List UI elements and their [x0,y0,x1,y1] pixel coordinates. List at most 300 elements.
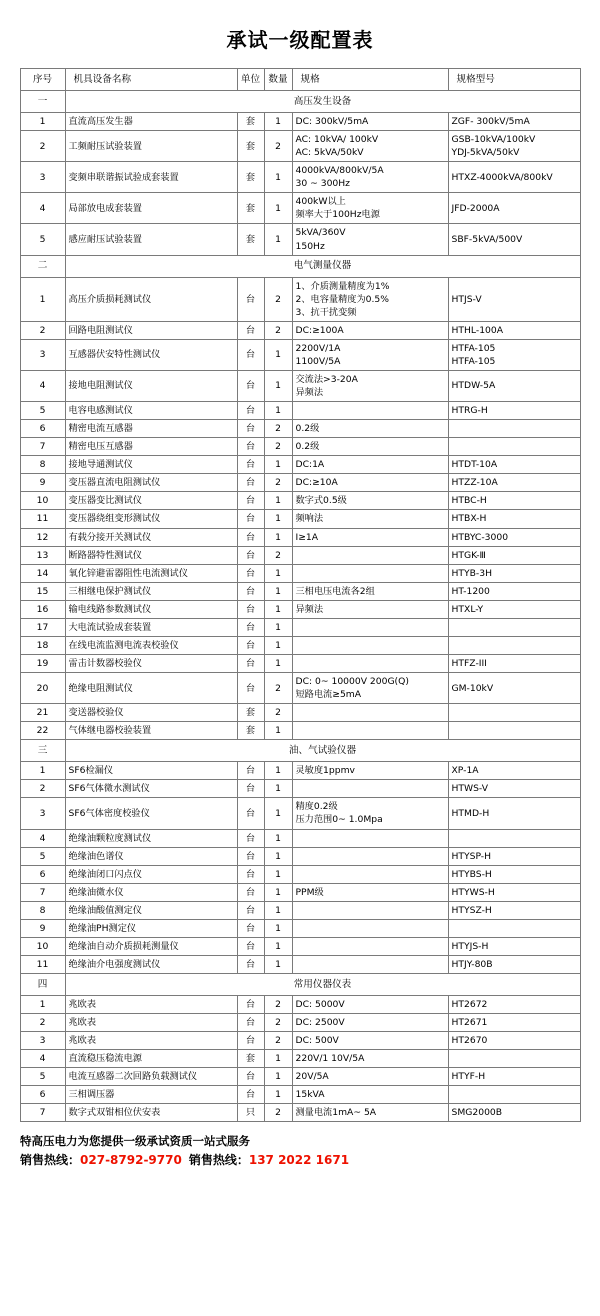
cell-no: 16 [20,600,65,618]
cell-model-lines: HTGK-Ⅲ [451,549,486,561]
cell-qty: 1 [264,402,292,420]
cell-qty: 1 [264,1086,292,1104]
cell-model [448,438,580,456]
cell-qty: 2 [264,704,292,722]
cell-spec-lines: 精度0.2级 压力范围0~ 1.0Mpa [295,801,383,826]
cell-spec [292,654,448,672]
cell-spec [292,780,448,798]
table-row [20,510,580,528]
table-row [20,339,580,370]
table-row [20,955,580,973]
cell-no: 5 [20,847,65,865]
cell-spec [292,113,448,131]
section-number: 二 [20,255,65,277]
table-row [20,420,580,438]
cell-no: 3 [20,798,65,829]
cell-qty: 2 [264,546,292,564]
cell-spec [292,722,448,740]
section-header-row [20,91,580,113]
cell-spec [292,528,448,546]
cell-spec-lines: 20V/5A [295,1071,329,1083]
cell-spec-lines: 15kVA [295,1089,325,1101]
cell-name: 变压器直流电阻测试仪 [65,474,237,492]
cell-model [448,883,580,901]
column-header-0: 序号 [20,69,65,91]
cell-qty: 1 [264,528,292,546]
cell-name: 有载分接开关测试仪 [65,528,237,546]
cell-model [448,618,580,636]
cell-unit: 台 [237,438,264,456]
cell-model [448,919,580,937]
cell-model-lines: HTFA-105 HTFA-105 [451,342,496,367]
cell-spec-lines: 400kW以上 频率大于100Hz电源 [295,196,380,221]
cell-unit: 台 [237,865,264,883]
cell-name: 绝缘油酸值测定仪 [65,901,237,919]
cell-name: 数字式双钳相位伏安表 [65,1104,237,1122]
section-number: 一 [20,91,65,113]
cell-name: 氧化锌避雷器阻性电流测试仪 [65,564,237,582]
table-row [20,762,580,780]
cell-no: 2 [20,1014,65,1032]
cell-unit: 只 [237,1104,264,1122]
cell-no: 10 [20,937,65,955]
cell-unit: 台 [237,636,264,654]
cell-model [448,339,580,370]
cell-spec-lines: DC:1A [295,459,325,471]
cell-unit: 台 [237,798,264,829]
cell-spec [292,420,448,438]
cell-unit: 台 [237,582,264,600]
cell-unit: 台 [237,618,264,636]
cell-name: 局部放电成套装置 [65,193,237,224]
cell-no: 1 [20,277,65,321]
cell-model-lines: SMG2000B [451,1107,503,1119]
cell-model-lines: HT2672 [451,999,488,1010]
cell-model-lines: HTYB-3H [451,567,493,579]
section-title: 常用仪器仪表 [65,974,580,996]
cell-no: 20 [20,673,65,704]
table-row [20,277,580,321]
cell-no: 9 [20,919,65,937]
cell-model-lines: HT2670 [451,1035,488,1047]
cell-qty: 2 [264,1032,292,1050]
cell-spec [292,1032,448,1050]
cell-name: SF6气体微水测试仪 [65,780,237,798]
table-row [20,829,580,847]
cell-model-lines: HTYSZ-H [451,904,492,916]
cell-model [448,780,580,798]
cell-model-lines: XP-1A [451,765,479,777]
cell-unit: 台 [237,883,264,901]
table-row [20,1068,580,1086]
cell-unit: 台 [237,370,264,401]
cell-model [448,1086,580,1104]
cell-spec [292,492,448,510]
cell-qty: 1 [264,113,292,131]
cell-model-lines: HTDW-5A [451,380,496,392]
cell-model [448,955,580,973]
cell-model [448,901,580,919]
cell-no: 2 [20,780,65,798]
cell-spec [292,865,448,883]
table-row [20,492,580,510]
cell-qty: 1 [264,919,292,937]
cell-spec [292,1068,448,1086]
cell-model-lines: HT-1200 [451,585,490,597]
cell-unit: 台 [237,492,264,510]
cell-qty: 2 [264,420,292,438]
cell-unit: 套 [237,131,264,162]
hotline-label-2: 销售热线： [188,1153,249,1168]
cell-spec-lines: DC: 2500V [295,1017,345,1029]
section-title: 高压发生设备 [65,91,580,113]
cell-unit: 台 [237,901,264,919]
cell-qty: 2 [264,474,292,492]
footer-hotlines [20,1151,580,1171]
cell-name: 绝缘油介电强度测试仪 [65,955,237,973]
cell-spec [292,600,448,618]
cell-model [448,510,580,528]
cell-qty: 1 [264,937,292,955]
cell-unit: 台 [237,277,264,321]
table-row [20,636,580,654]
cell-model-lines: HTYWS-H [451,886,495,898]
table-row [20,996,580,1014]
cell-model-lines: JFD-2000A [451,202,500,214]
cell-spec [292,564,448,582]
cell-unit: 台 [237,919,264,937]
cell-model [448,546,580,564]
cell-model-lines: HTYBS-H [451,868,492,880]
cell-model-lines: HT2671 [451,1017,488,1029]
cell-model-lines: HTZZ-10A [451,477,498,489]
cell-no: 18 [20,636,65,654]
cell-name: 绝缘油颗粒度测试仪 [65,829,237,847]
cell-spec-lines: DC: 500V [295,1035,339,1047]
cell-name: 变压器绕组变形测试仪 [65,510,237,528]
cell-no: 3 [20,1032,65,1050]
cell-qty: 2 [264,673,292,704]
cell-model [448,847,580,865]
cell-qty: 1 [264,600,292,618]
cell-name: 兆欧表 [65,1032,237,1050]
cell-spec-lines: 0.2级 [295,441,320,453]
section-number: 四 [20,974,65,996]
cell-model [448,704,580,722]
cell-no: 15 [20,582,65,600]
cell-no: 11 [20,510,65,528]
cell-name: 电流互感器二次回路负载测试仪 [65,1068,237,1086]
cell-spec [292,1104,448,1122]
cell-model [448,937,580,955]
cell-spec [292,996,448,1014]
cell-model [448,474,580,492]
cell-name: 高压介质损耗测试仪 [65,277,237,321]
cell-qty: 1 [264,582,292,600]
table-row [20,1104,580,1122]
cell-name: 回路电阻测试仪 [65,321,237,339]
cell-spec-lines: I≥1A [295,531,319,543]
cell-spec [292,321,448,339]
table-row [20,193,580,224]
cell-qty: 2 [264,438,292,456]
cell-model [448,193,580,224]
cell-spec-lines: 灵敏度1ppmv [295,765,355,777]
table-row [20,224,580,255]
cell-model [448,582,580,600]
cell-spec [292,673,448,704]
table-row [20,564,580,582]
cell-spec [292,402,448,420]
cell-no: 5 [20,402,65,420]
cell-qty: 1 [264,370,292,401]
table-row [20,546,580,564]
table-row [20,528,580,546]
table-row [20,654,580,672]
cell-spec [292,510,448,528]
cell-name: 三相继电保护测试仪 [65,582,237,600]
cell-no: 14 [20,564,65,582]
cell-qty: 1 [264,162,292,193]
cell-qty: 2 [264,1014,292,1032]
cell-spec [292,438,448,456]
cell-no: 4 [20,1050,65,1068]
cell-spec-lines: DC:≥10A [295,477,338,489]
cell-no: 2 [20,321,65,339]
cell-spec-lines: 测量电流1mA~ 5A [295,1107,377,1119]
cell-name: 电容电感测试仪 [65,402,237,420]
cell-model [448,277,580,321]
cell-model-lines: HTMD-H [451,807,490,819]
cell-unit: 台 [237,564,264,582]
cell-unit: 台 [237,321,264,339]
cell-no: 7 [20,1104,65,1122]
table-row [20,600,580,618]
cell-qty: 1 [264,829,292,847]
page-title: 承试一级配置表 [226,28,374,52]
cell-spec [292,937,448,955]
cell-model [448,492,580,510]
configuration-table [20,68,581,1122]
cell-no: 11 [20,955,65,973]
table-row [20,438,580,456]
cell-spec-lines: DC: 300kV/5mA [295,116,369,127]
table-row [20,162,580,193]
table-row [20,798,580,829]
cell-no: 5 [20,1068,65,1086]
cell-model [448,1068,580,1086]
footer [20,1132,580,1171]
cell-unit: 台 [237,937,264,955]
cell-spec [292,193,448,224]
cell-qty: 1 [264,722,292,740]
cell-unit: 台 [237,339,264,370]
cell-name: 绝缘油色谱仪 [65,847,237,865]
cell-spec-lines: 2200V/1A 1100V/5A [295,342,341,367]
table-row [20,1050,580,1068]
cell-model-lines: HTJS-V [451,293,482,305]
cell-unit: 套 [237,704,264,722]
cell-no: 12 [20,528,65,546]
cell-qty: 2 [264,277,292,321]
cell-qty: 1 [264,762,292,780]
cell-model-lines: HTRG-H [451,405,488,417]
cell-model-lines: SBF-5kVA/500V [451,233,523,245]
cell-spec [292,131,448,162]
cell-spec-lines: 4000kVA/800kV/5A 30 ~ 300Hz [295,165,384,190]
cell-name: 直流高压发生器 [65,113,237,131]
cell-unit: 套 [237,224,264,255]
cell-name: SF6气体密度校验仪 [65,798,237,829]
cell-model [448,321,580,339]
cell-spec [292,955,448,973]
table-row [20,883,580,901]
column-header-3: 数量 [264,69,292,91]
cell-no: 8 [20,901,65,919]
cell-spec [292,829,448,847]
cell-name: 绝缘电阻测试仪 [65,673,237,704]
cell-model [448,1032,580,1050]
cell-spec-lines: 5kVA/360V 150Hz [295,227,346,252]
cell-name: 变送器校验仪 [65,704,237,722]
cell-model [448,456,580,474]
cell-no: 7 [20,438,65,456]
cell-name: 绝缘油PH测定仪 [65,919,237,937]
cell-spec-lines: 220V/1 10V/5A [295,1053,365,1065]
cell-model-lines: HTJY-80B [451,958,493,970]
cell-no: 4 [20,193,65,224]
cell-unit: 台 [237,847,264,865]
cell-no: 6 [20,865,65,883]
cell-no: 19 [20,654,65,672]
table-row [20,847,580,865]
cell-unit: 台 [237,673,264,704]
cell-model-lines: HTBC-H [451,495,487,507]
cell-unit: 台 [237,528,264,546]
cell-unit: 套 [237,113,264,131]
cell-no: 3 [20,339,65,370]
cell-unit: 台 [237,474,264,492]
cell-name: 互感器伏安特性测试仪 [65,339,237,370]
cell-no: 1 [20,113,65,131]
cell-spec [292,277,448,321]
cell-model [448,829,580,847]
cell-spec [292,762,448,780]
cell-name: 变频串联谐振试验成套装置 [65,162,237,193]
table-row [20,704,580,722]
cell-qty: 1 [264,1068,292,1086]
cell-no: 21 [20,704,65,722]
hotline-label-1: 销售热线： [20,1153,81,1168]
cell-unit: 台 [237,600,264,618]
table-row [20,1086,580,1104]
cell-model-lines: GM-10kV [451,682,494,694]
cell-spec [292,1086,448,1104]
cell-qty: 1 [264,510,292,528]
cell-name: 精密电压互感器 [65,438,237,456]
cell-qty: 1 [264,564,292,582]
cell-spec-lines: 数字式0.5级 [295,495,347,507]
cell-spec [292,1050,448,1068]
footer-slogan: 特高压电力为您提供一级承试资质一站式服务 [20,1134,250,1149]
cell-qty: 1 [264,224,292,255]
cell-model-lines: HTBYC-3000 [451,531,509,543]
cell-no: 7 [20,883,65,901]
cell-model [448,762,580,780]
cell-qty: 1 [264,1050,292,1068]
cell-qty: 1 [264,492,292,510]
cell-model-lines: HTYSP-H [451,850,492,862]
column-header-1: 机具设备名称 [65,69,237,91]
table-row [20,370,580,401]
cell-name: 兆欧表 [65,1014,237,1032]
cell-spec-lines: DC: 0~ 10000V 200G(Q) 短路电流≥5mA [295,676,409,701]
cell-spec [292,1014,448,1032]
cell-spec [292,704,448,722]
cell-model [448,402,580,420]
cell-qty: 2 [264,321,292,339]
cell-unit: 台 [237,654,264,672]
cell-model [448,636,580,654]
table-row [20,722,580,740]
cell-model-lines: HTFZ-III [451,657,487,669]
cell-unit: 套 [237,162,264,193]
cell-no: 1 [20,996,65,1014]
cell-model [448,370,580,401]
cell-qty: 2 [264,1104,292,1122]
cell-model [448,1014,580,1032]
cell-spec [292,456,448,474]
cell-unit: 套 [237,193,264,224]
column-header-4: 规格 [292,69,448,91]
cell-unit: 台 [237,762,264,780]
cell-name: 变压器变比测试仪 [65,492,237,510]
cell-spec [292,847,448,865]
cell-name: 精密电流互感器 [65,420,237,438]
cell-spec [292,919,448,937]
table-row [20,321,580,339]
cell-spec-lines: PPM级 [295,886,324,898]
cell-name: 断路器特性测试仪 [65,546,237,564]
cell-model [448,1050,580,1068]
cell-name: 三相调压器 [65,1086,237,1104]
cell-spec [292,162,448,193]
cell-unit: 套 [237,722,264,740]
cell-name: 直流稳压稳流电源 [65,1050,237,1068]
hotline-phone-2: 137 2022 1671 [248,1153,350,1168]
cell-model [448,224,580,255]
cell-qty: 1 [264,193,292,224]
table-row [20,901,580,919]
cell-spec [292,546,448,564]
cell-name: 雷击计数器校验仪 [65,654,237,672]
cell-name: 工频耐压试验装置 [65,131,237,162]
cell-unit: 台 [237,510,264,528]
table-row [20,402,580,420]
cell-unit: 台 [237,955,264,973]
cell-name: 接地电阻测试仪 [65,370,237,401]
table-row [20,456,580,474]
cell-no: 22 [20,722,65,740]
cell-no: 10 [20,492,65,510]
section-title: 电气测量仪器 [65,255,580,277]
cell-qty: 1 [264,636,292,654]
cell-spec-lines: 异频法 [295,603,324,615]
table-row [20,780,580,798]
cell-model [448,1104,580,1122]
cell-spec-lines: 交流法>3-20A 异频法 [295,373,358,398]
cell-model [448,654,580,672]
